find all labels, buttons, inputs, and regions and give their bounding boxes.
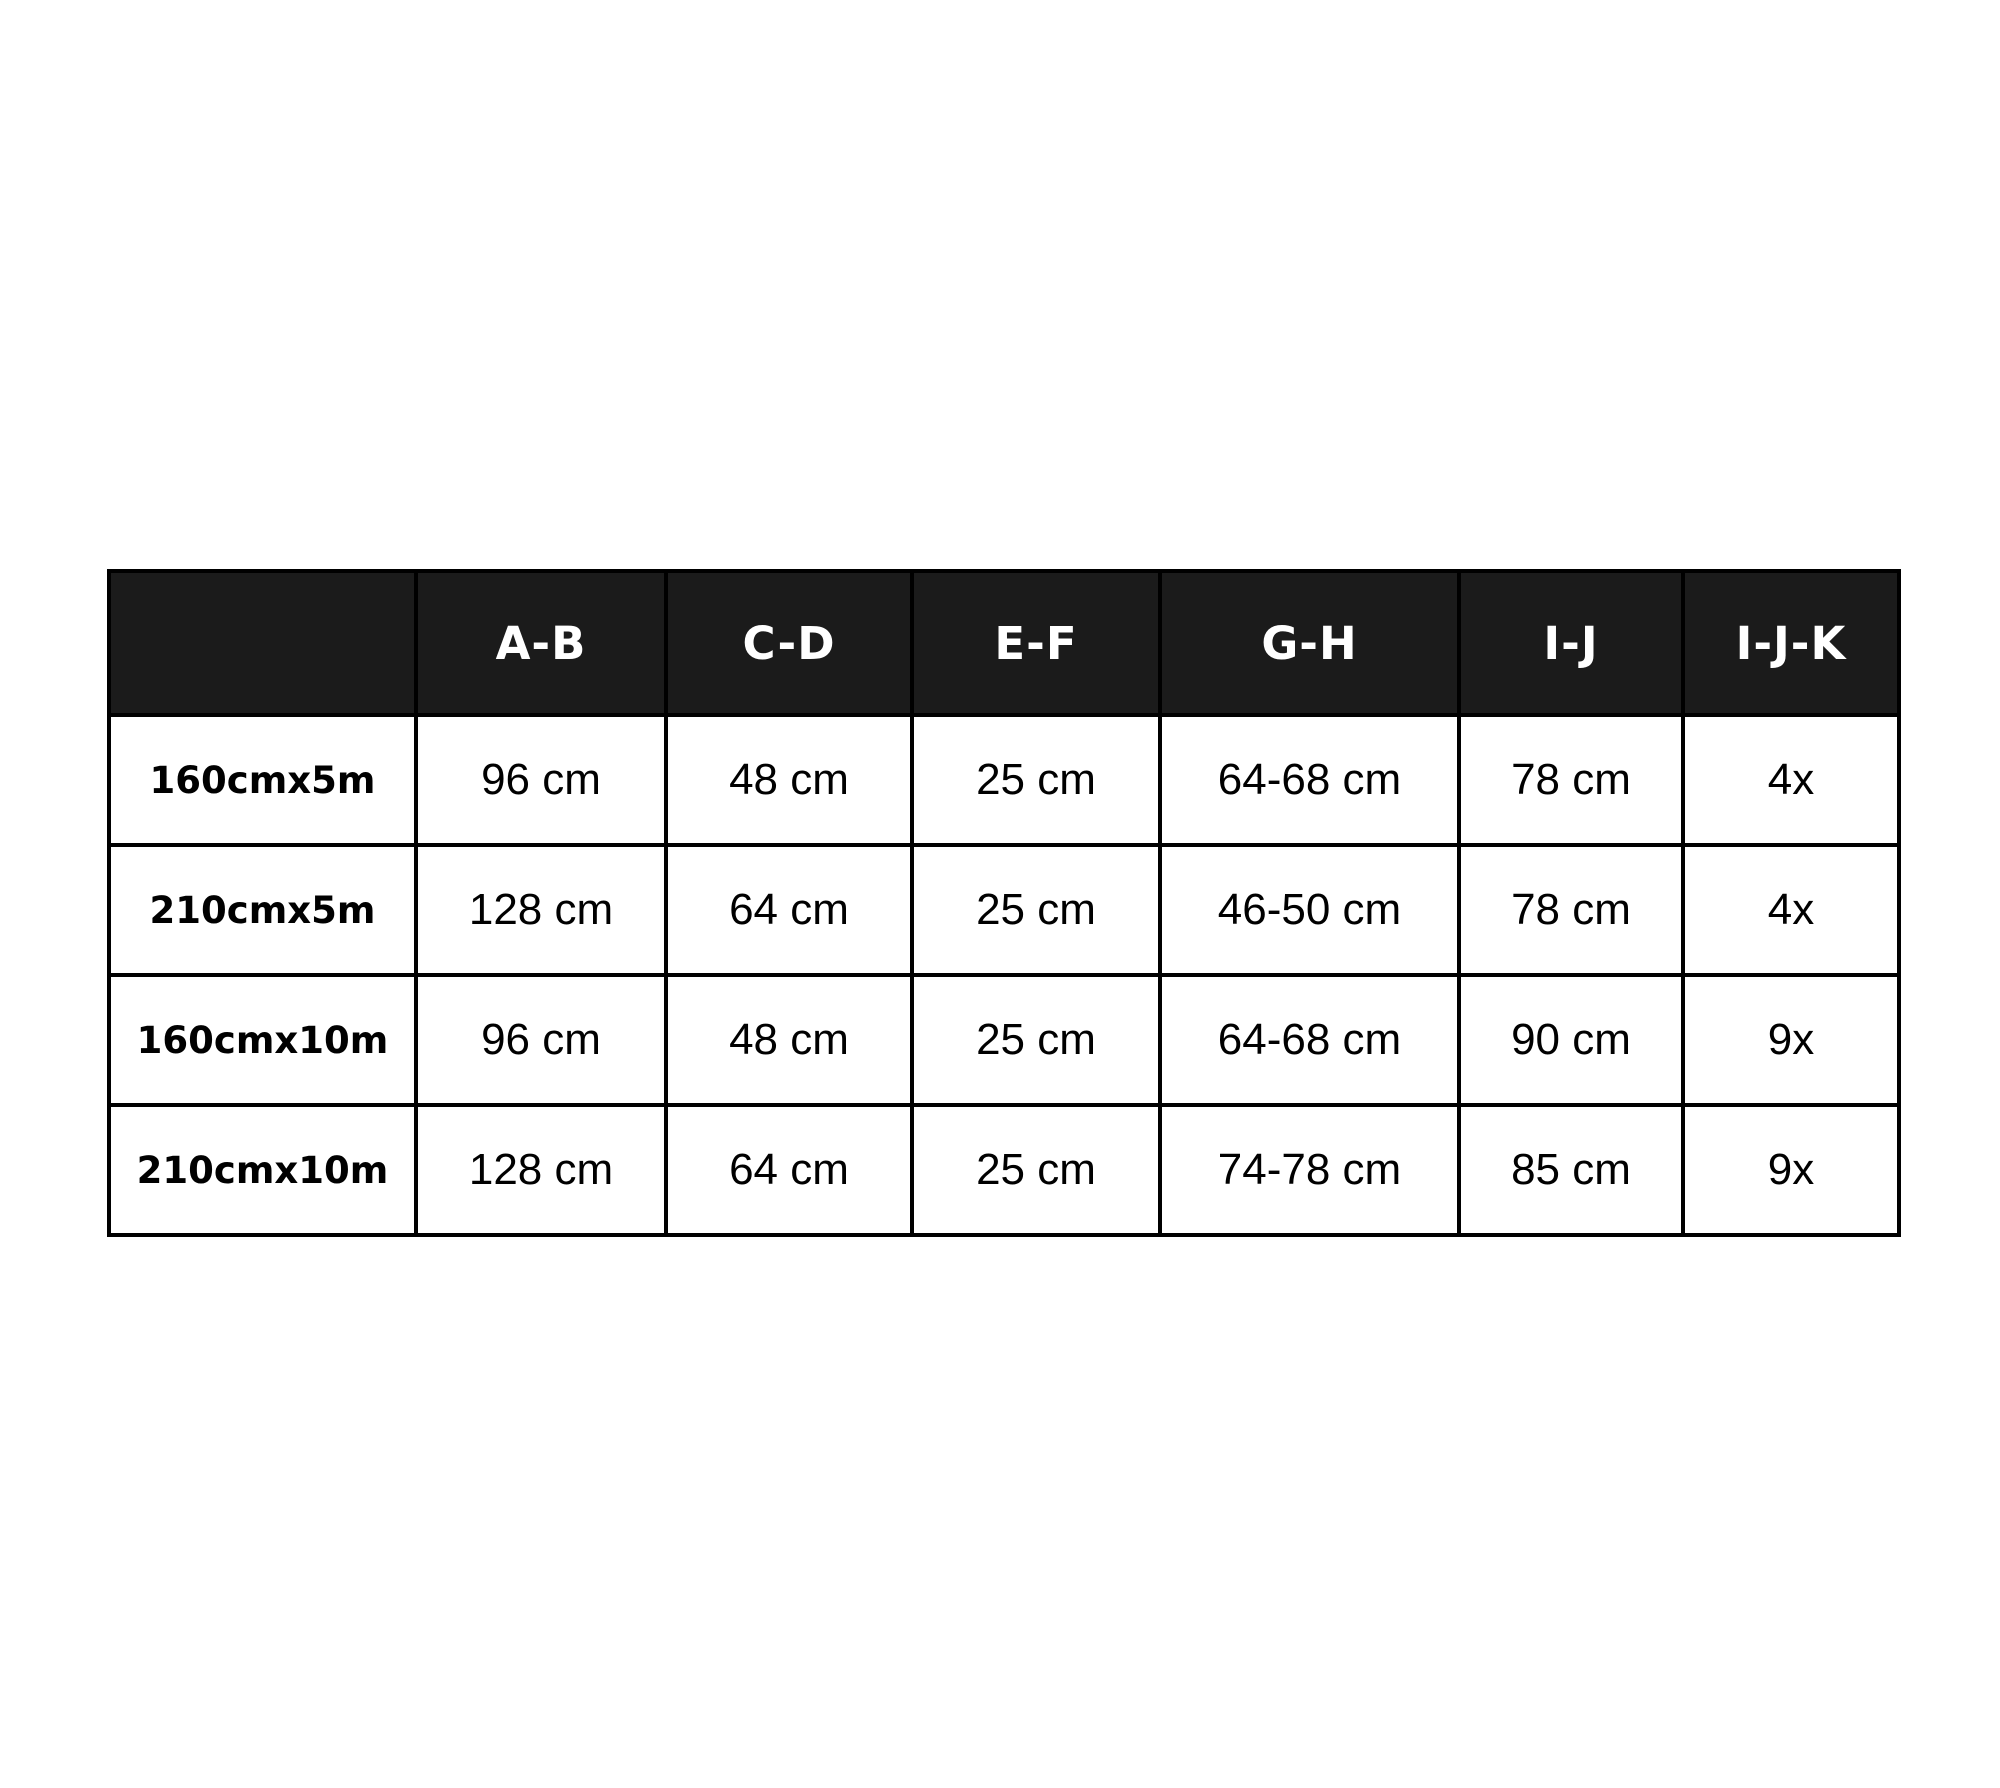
table-cell: 64-68 cm bbox=[1160, 715, 1459, 845]
table-cell: 4x bbox=[1683, 715, 1899, 845]
table-cell: 25 cm bbox=[912, 845, 1160, 975]
size-table bbox=[107, 569, 1901, 1237]
table-cell: 96 cm bbox=[416, 975, 666, 1105]
table-row bbox=[109, 1105, 1899, 1235]
row-label: 210cmx10m bbox=[109, 1105, 416, 1235]
table-cell: 78 cm bbox=[1459, 845, 1683, 975]
table-cell: 90 cm bbox=[1459, 975, 1683, 1105]
table-cell: 48 cm bbox=[666, 975, 912, 1105]
header-cell-e-f: E-F bbox=[912, 571, 1160, 715]
table-row bbox=[109, 715, 1899, 845]
table-cell: 25 cm bbox=[912, 1105, 1160, 1235]
table-cell: 64 cm bbox=[666, 1105, 912, 1235]
table-header bbox=[109, 571, 1899, 715]
table-cell: 48 cm bbox=[666, 715, 912, 845]
table-cell: 9x bbox=[1683, 975, 1899, 1105]
table-cell: 78 cm bbox=[1459, 715, 1683, 845]
header-cell-i-j-k: I-J-K bbox=[1683, 571, 1899, 715]
row-label: 160cmx10m bbox=[109, 975, 416, 1105]
table-body bbox=[109, 715, 1899, 1235]
table-row bbox=[109, 845, 1899, 975]
table-cell: 46-50 cm bbox=[1160, 845, 1459, 975]
header-row bbox=[109, 571, 1899, 715]
table-cell: 64 cm bbox=[666, 845, 912, 975]
header-cell-i-j: I-J bbox=[1459, 571, 1683, 715]
table-cell: 85 cm bbox=[1459, 1105, 1683, 1235]
table-cell: 74-78 cm bbox=[1160, 1105, 1459, 1235]
table-cell: 9x bbox=[1683, 1105, 1899, 1235]
table-cell: 128 cm bbox=[416, 845, 666, 975]
table-cell: 64-68 cm bbox=[1160, 975, 1459, 1105]
header-cell-a-b: A-B bbox=[416, 571, 666, 715]
header-cell-g-h: G-H bbox=[1160, 571, 1459, 715]
header-cell-corner bbox=[109, 571, 416, 715]
table-cell: 25 cm bbox=[912, 715, 1160, 845]
header-cell-c-d: C-D bbox=[666, 571, 912, 715]
table-row bbox=[109, 975, 1899, 1105]
table-cell: 25 cm bbox=[912, 975, 1160, 1105]
row-label: 160cmx5m bbox=[109, 715, 416, 845]
table-cell: 128 cm bbox=[416, 1105, 666, 1235]
table-cell: 4x bbox=[1683, 845, 1899, 975]
table-cell: 96 cm bbox=[416, 715, 666, 845]
row-label: 210cmx5m bbox=[109, 845, 416, 975]
